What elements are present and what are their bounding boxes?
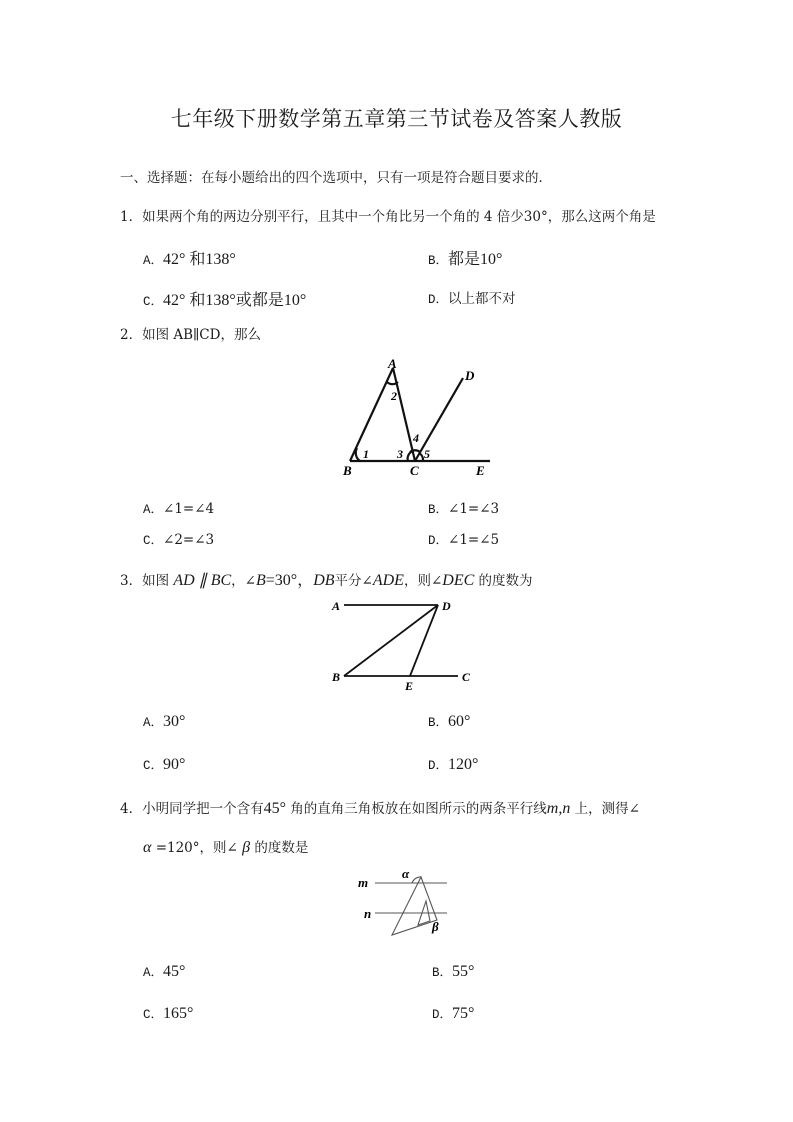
svg-text:2: 2 (391, 389, 397, 403)
q3-option-a[interactable]: A．30° (143, 713, 186, 730)
q1-option-a[interactable]: A．42° 和138° (143, 251, 236, 268)
document-title: 七年级下册数学第五章第三节试卷及答案人教版 (170, 107, 623, 131)
question-number: 3． (120, 573, 143, 589)
svg-text:n: n (364, 906, 372, 921)
q3-option-d[interactable]: D．120° (428, 756, 479, 773)
svg-text:5: 5 (424, 447, 430, 461)
q3-option-c[interactable]: C．90° (143, 756, 186, 773)
question-number: 4． (120, 801, 143, 817)
q4-figure (350, 866, 460, 941)
question-text: 如图 AB∥CD，那么 (142, 327, 261, 343)
q1-option-b[interactable]: B．都是10° (428, 251, 503, 268)
svg-text:C: C (410, 463, 419, 478)
q2-figure (330, 356, 510, 482)
question-4-line-1: 4．小明同学把一个含有45° 角的直角三角板放在如图所示的两条平行线m,n 上，测得∠ (120, 800, 640, 817)
svg-text:3: 3 (397, 447, 403, 461)
svg-text:B: B (343, 463, 352, 478)
q3-option-b[interactable]: B．60° (428, 713, 471, 730)
question-1 (120, 205, 656, 225)
q4-option-d[interactable]: D．75° (432, 1005, 475, 1022)
svg-text:4: 4 (413, 431, 419, 445)
svg-text:A: A (332, 599, 341, 613)
svg-text:A: A (388, 356, 397, 371)
svg-text:m: m (358, 875, 369, 890)
q4-option-a[interactable]: A．45° (143, 963, 186, 980)
question-text: 如果两个角的两边分别平行，且其中一个角比另一个角的 4 倍少30°，那么这两个角是 (142, 209, 656, 225)
svg-text:B: B (332, 670, 341, 684)
svg-text:E: E (405, 679, 414, 693)
section-heading: 一、选择题：在每小题给出的四个选项中，只有一项是符合题目要求的． (120, 170, 552, 186)
q2-option-b[interactable]: B．∠1=∠3 (428, 501, 500, 517)
svg-text:β: β (432, 919, 439, 934)
q4-option-c[interactable]: C．165° (143, 1005, 194, 1022)
q4-option-b[interactable]: B．55° (432, 963, 475, 980)
q3-figure (330, 598, 480, 693)
question-3: 3．如图 AD ∥ BC，∠B=30°，DB平分∠ADE，则∠DEC 的度数为 (120, 572, 533, 589)
q1-option-d[interactable]: D．以上都不对 (428, 291, 516, 307)
question-4-line-2: α =120°，则∠ β 的度数是 (143, 839, 309, 856)
q2-option-c[interactable]: C．∠2=∠3 (143, 532, 215, 548)
question-number: 2． (120, 327, 143, 343)
svg-text:α: α (402, 866, 410, 881)
q2-option-d[interactable]: D．∠1=∠5 (428, 532, 500, 548)
q2-option-a[interactable]: A．∠1=∠4 (143, 501, 215, 517)
q1-option-c[interactable]: C．42° 和138°或都是10° (143, 292, 307, 309)
svg-text:D: D (465, 368, 475, 383)
svg-text:D: D (442, 599, 451, 613)
question-2 (120, 323, 261, 343)
svg-text:E: E (476, 463, 485, 478)
question-number: 1． (120, 209, 143, 225)
svg-text:1: 1 (363, 447, 369, 461)
svg-text:C: C (462, 670, 471, 684)
